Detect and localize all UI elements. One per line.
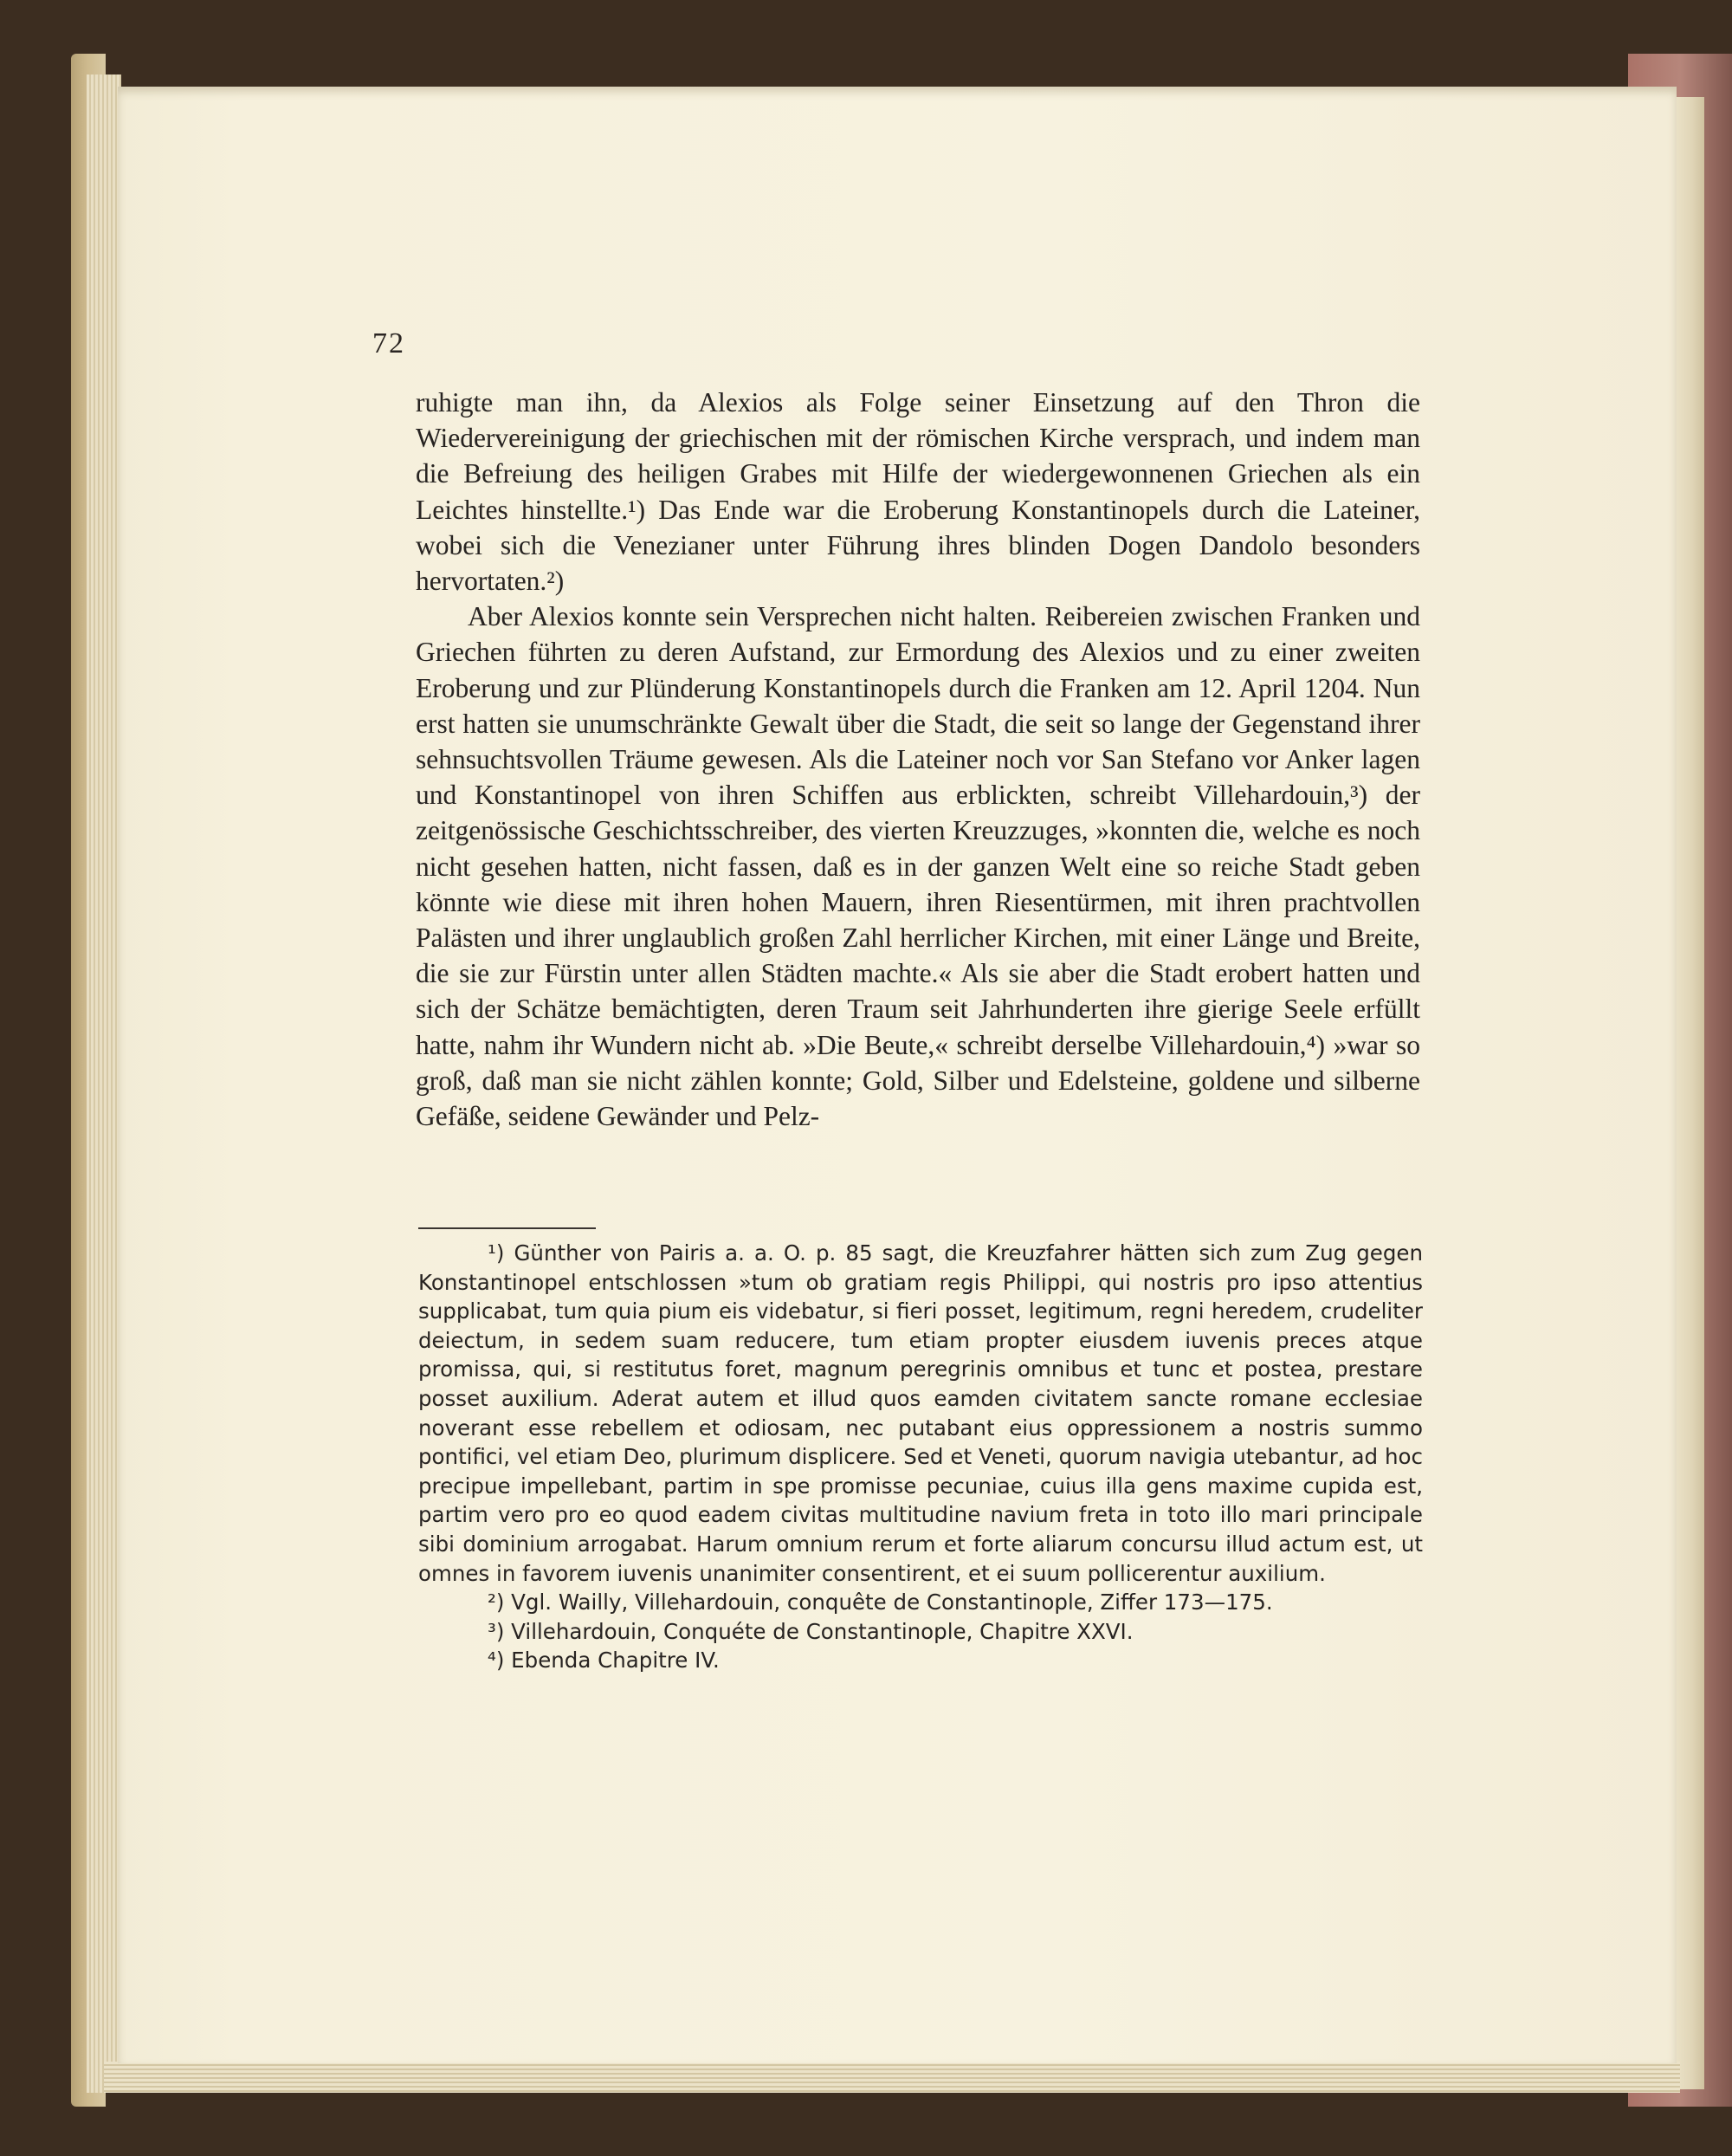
footnotes (418, 1239, 1423, 1675)
footnote: ⁴) Ebenda Chapitre IV. (488, 1648, 720, 1674)
footnote-separator (418, 1227, 596, 1229)
page-stack-left (87, 74, 121, 2093)
footnote: ²) Vgl. Wailly, Villehardouin, conquête de Constantinople, Ziffer 173—175. (488, 1589, 1273, 1615)
footnote: ³) Villehardouin, Conquéte de Constantinople, Chapitre XXVI. (488, 1618, 1134, 1644)
next-page-edge (1673, 97, 1704, 2089)
footnote: ¹) Günther von Pairis a. a. O. p. 85 sagt, die Kreuzfahrer hätten sich zum Zug gegen Konstantinopel entschlossen »tum ob gratiam regis Philippi, qui nostris pro ipso attentius supplicabat, tum quia pium eis videbatur, si fieri posset, legitimum, regni heredem, crudeliter deiectum, in sedem suam reducere, tum etiam propter eiusdem iuvenis preces atque promissa, qui, si restitutus foret, magnum peregrinis omnibus et tunc et postea, prestare posset auxilium. Aderat autem et illud quos eamden civitatem sancte romane ecclesiae noverant esse rebellem et odiosam, nec putabant eius oppressionem a nostris summo pontifici, vel etiam Deo, plurimum displicere. Sed et Veneti, quorum navigia utebantur, ad hoc precipue impellebant, partim in spe promisse pecuniae, cuius illa gens maxime cupida est, partim vero pro eo quod eadem civitas multitudine navium freta in toto illo mari principale sibi dominium arrogabat. Harum omnium rerum et forte aliarum concursu illud actum est, ut omnes in favorem iuvenis unanimiter consentirent, et ei suum pollicerentur auxilium. (418, 1240, 1423, 1586)
paragraph: Aber Alexios konnte sein Versprechen nicht halten. Reibereien zwischen Franken und Griechen führten zu deren Aufstand, zur Ermordung des Alexios und zu einer zweiten Eroberung und zur Plünderung Konstantinopels durch die Franken am 12. April 1204. Nun erst hatten sie unumschränkte Gewalt über die Stadt, die seit so lange der Gegenstand ihrer sehnsuchtsvollen Träume gewesen. Als die Lateiner noch vor San Stefano vor Anker lagen und Konstantinopel von ihren Schiffen aus erblickten, schreibt Villehardouin,³) der zeitgenössische Geschichtsschreiber, des vierten Kreuzzuges, »konnten die, welche es noch nicht gesehen hatten, nicht fassen, daß es in der ganzen Welt eine so reiche Stadt geben könnte wie diese mit ihren hohen Mauern, ihren Riesentürmen, mit ihren prachtvollen Palästen und ihrer unglaublich großen Zahl herrlicher Kirchen, mit einer Länge und Breite, die sie zur Fürstin unter allen Städten machte.« Als sie aber die Stadt erobert hatten und sich der Schätze bemächtigten, deren Traum seit Jahrhunderten ihre gierige Seele erfüllt hatte, nahm ihr Wundern nicht ab. »Die Beute,« schreibt derselbe Villehardouin,⁴) »war so groß, daß man sie nicht zählen konnte; Gold, Silber und Edelsteine, goldene und silberne Gefäße, seidene Gewänder und Pelz- (416, 601, 1420, 1132)
page-number: 72 (372, 327, 405, 359)
body-text (416, 385, 1420, 1134)
paragraph: ruhigte man ihn, da Alexios als Folge seiner Einsetzung auf den Thron die Wiedervereinigung der griechischen mit der römischen Kirche versprach, und indem man die Befreiung des heiligen Grabes mit Hilfe der wiedergewonnenen Griechen als ein Leichtes hinstellte.¹) Das Ende war die Eroberung Konstantinopels durch die Lateiner, wobei sich die Venezianer unter Führung ihres blinden Dogen Dandolo besonders hervortaten.²) (416, 387, 1420, 597)
page-stack-bottom (104, 2062, 1680, 2093)
